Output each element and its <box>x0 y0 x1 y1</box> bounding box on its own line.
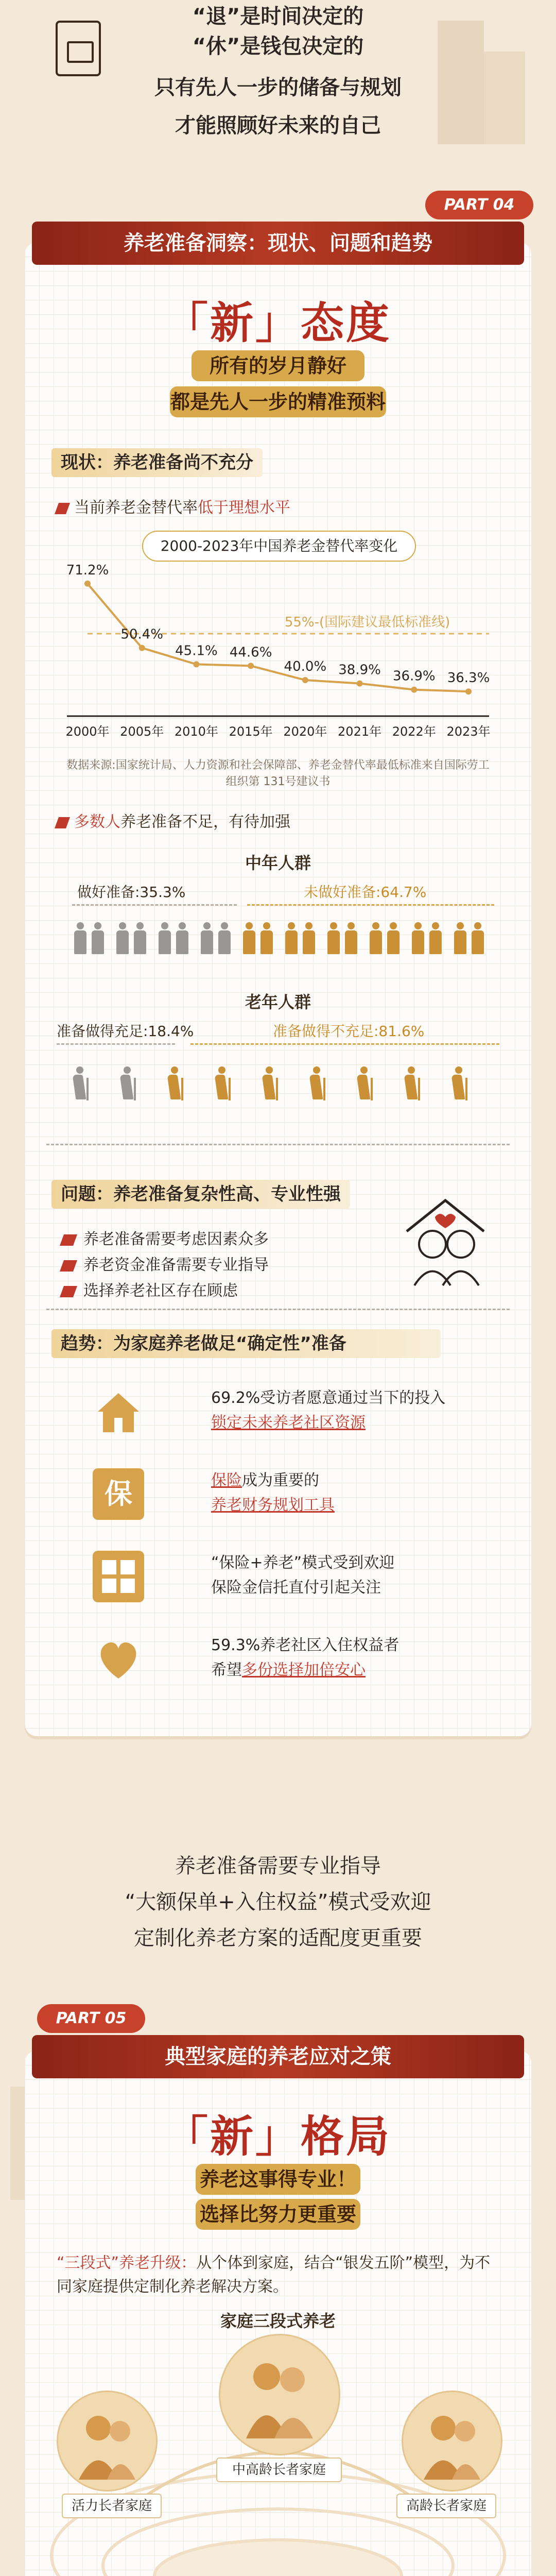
family-circle-active <box>57 2391 158 2492</box>
elder-person-icon <box>451 1066 472 1100</box>
x-tick-label: 2000年 <box>65 724 110 739</box>
elder-insufficient-label: 准备做得不充足:81.6% <box>273 1023 425 1040</box>
red-marker-icon <box>60 1260 77 1272</box>
part5-pill-line1: 养老这事得专业！ <box>196 2164 360 2195</box>
person-icon <box>325 922 342 954</box>
data-point <box>248 663 254 669</box>
red-marker-icon <box>60 1234 77 1246</box>
person-icon <box>72 922 89 954</box>
family-circle-mid-high <box>219 2334 340 2455</box>
elder-person-icon <box>356 1066 377 1100</box>
middle-prepared-label: 做好准备:35.3% <box>77 884 186 901</box>
person-icon <box>470 922 486 954</box>
person-icon <box>199 922 215 954</box>
part5-tag: PART 05 <box>37 2004 145 2033</box>
elder-sufficient-bracket <box>57 1043 175 1045</box>
person-icon <box>301 922 317 954</box>
part4-pill-line1: 所有的岁月静好 <box>192 350 364 381</box>
person-icon <box>114 922 131 954</box>
problem-item: 养老资金准备需要专业指导 <box>62 1252 269 1275</box>
person-icon <box>410 922 426 954</box>
status-point-2: 多数人养老准备不足，有待加强 <box>57 809 290 832</box>
elder-person-icon <box>309 1066 329 1100</box>
person-icon <box>157 922 173 954</box>
replacement-rate-chart <box>51 562 505 747</box>
trend-item-3: “保险+养老”模式受到欢迎 保险金信托直付引起关注 <box>211 1554 395 1597</box>
reference-line-label: 55%-(国际建议最低标准线) <box>284 615 450 630</box>
elder-person-icon <box>167 1066 187 1100</box>
part5-big-title: 「新」格局 <box>164 2111 391 2162</box>
person-icon <box>283 922 300 954</box>
data-point <box>357 681 363 687</box>
x-tick-label: 2020年 <box>283 724 327 739</box>
part4-banner: 养老准备洞察：现状、问题和趋势 <box>32 222 524 265</box>
data-label: 45.1% <box>175 643 218 659</box>
summary-line: 定制化养老方案的适配度更重要 <box>134 1926 422 1950</box>
data-point <box>139 645 145 651</box>
data-label: 44.6% <box>229 645 272 660</box>
data-label: 36.9% <box>392 668 436 684</box>
shield-bao-icon: 保 <box>93 1468 144 1520</box>
trend-item-1: 69.2%受访者愿意通过当下的投入 锁定未来养老社区资源 <box>211 1389 446 1432</box>
x-tick-label: 2021年 <box>338 724 382 739</box>
part5-intro: “三段式”养老升级：从个体到家庭，结合“银发五阶”模型，为不同家庭提供定制化养老解决方案。 <box>57 2254 491 2296</box>
data-label: 50.4% <box>120 626 164 642</box>
x-tick-label: 2005年 <box>120 724 164 739</box>
person-icon <box>343 922 359 954</box>
status-point-1: 当前养老金替代率低于理想水平 <box>57 495 290 517</box>
status-heading: 现状：养老准备尚不充分 <box>51 448 263 477</box>
part4-pill-line2: 都是先人一步的精准预料 <box>170 386 386 417</box>
active-elder-icon <box>58 2392 156 2490</box>
middle-group-title: 中年人群 <box>245 853 311 873</box>
data-label: 38.9% <box>338 662 381 678</box>
person-icon <box>427 922 444 954</box>
intro-line: 只有先人一步的储备与规划 <box>154 76 402 99</box>
problem-item: 选择养老社区存在顾虑 <box>62 1278 238 1300</box>
person-icon <box>258 922 275 954</box>
data-label: 71.2% <box>66 562 109 578</box>
intro-line: 才能照顾好未来的自己 <box>175 114 381 138</box>
data-point <box>411 687 417 693</box>
heart-icon <box>93 1633 144 1685</box>
elder-person-icon <box>119 1066 140 1100</box>
middle-unprepared-label: 未做好准备:64.7% <box>304 884 427 901</box>
family-label-high: 高龄长者家庭 <box>396 2494 496 2518</box>
data-source: 数据来源:国家统计局、人力资源和社会保障部、养老金替代率最低标准来自国际劳工组织第 131号建议书 <box>66 759 490 788</box>
data-point <box>193 661 199 667</box>
family-diagram-title: 家庭三段式养老 <box>220 2311 336 2331</box>
trend-heading: 趋势：为家庭养老做足“确定性”准备 <box>51 1329 441 1358</box>
data-label: 36.3% <box>447 670 490 686</box>
summary-line: 养老准备需要专业指导 <box>175 1854 381 1878</box>
part5-pill-line2: 选择比努力更重要 <box>196 2199 360 2230</box>
middle-unprepared-bracket <box>247 904 494 906</box>
data-label: 40.0% <box>284 659 327 674</box>
x-tick-label: 2010年 <box>174 724 218 739</box>
elder-person-icon <box>72 1066 93 1100</box>
elder-person-icon <box>214 1066 235 1100</box>
mid-high-elder-icon <box>220 2335 339 2454</box>
person-icon <box>90 922 106 954</box>
problem-heading: 问题：养老准备复杂性高、专业性强 <box>51 1180 350 1209</box>
high-elder-icon <box>403 2392 501 2490</box>
person-icon <box>216 922 233 954</box>
x-tick-label: 2022年 <box>392 724 436 739</box>
red-marker-icon <box>55 817 70 828</box>
part4-tag: PART 04 <box>425 191 533 219</box>
person-icon <box>385 922 402 954</box>
elder-person-icon <box>262 1066 282 1100</box>
house-icon <box>93 1386 144 1437</box>
red-marker-icon <box>55 503 70 514</box>
family-label-mid-high: 中高龄长者家庭 <box>216 2458 342 2482</box>
person-icon <box>452 922 468 954</box>
grid-blocks-icon <box>93 1551 144 1602</box>
section-divider <box>46 1309 510 1310</box>
person-icon <box>132 922 148 954</box>
x-tick-label: 2015年 <box>229 724 273 739</box>
person-icon <box>368 922 384 954</box>
middle-prepared-bracket <box>72 904 237 906</box>
family-label-active: 活力长者家庭 <box>62 2494 162 2518</box>
x-tick-label: 2023年 <box>446 724 491 739</box>
family-circle-high <box>402 2391 502 2492</box>
part5-banner: 典型家庭的养老应对之策 <box>32 2035 524 2078</box>
problem-item: 养老准备需要考虑因素众多 <box>62 1226 269 1249</box>
part4-big-title: 「新」态度 <box>164 298 391 348</box>
trend-item-4: 59.3%养老社区入住权益者 希望多份选择加倍安心 <box>211 1636 399 1679</box>
intro-line: “休”是钱包决定的 <box>192 35 364 58</box>
data-point <box>302 677 308 683</box>
data-point <box>465 688 472 694</box>
summary-line: “大额保单+入住权益”模式受欢迎 <box>125 1890 431 1914</box>
section-divider <box>46 1144 510 1145</box>
elder-insufficient-bracket <box>190 1043 499 1045</box>
elder-person-icon <box>404 1066 424 1100</box>
elderly-couple-house-icon <box>396 1190 494 1288</box>
intro-line: “退”是时间决定的 <box>192 5 364 28</box>
data-point <box>84 581 91 587</box>
elder-group-title: 老年人群 <box>245 992 311 1012</box>
person-icon <box>241 922 257 954</box>
elder-sufficient-label: 准备做得充足:18.4% <box>57 1023 194 1040</box>
chart-title: 2000-2023年中国养老金替代率变化 <box>142 531 416 562</box>
person-icon <box>174 922 190 954</box>
trend-item-2: 保险成为重要的 养老财务规划工具 <box>211 1471 335 1514</box>
red-marker-icon <box>60 1286 77 1297</box>
